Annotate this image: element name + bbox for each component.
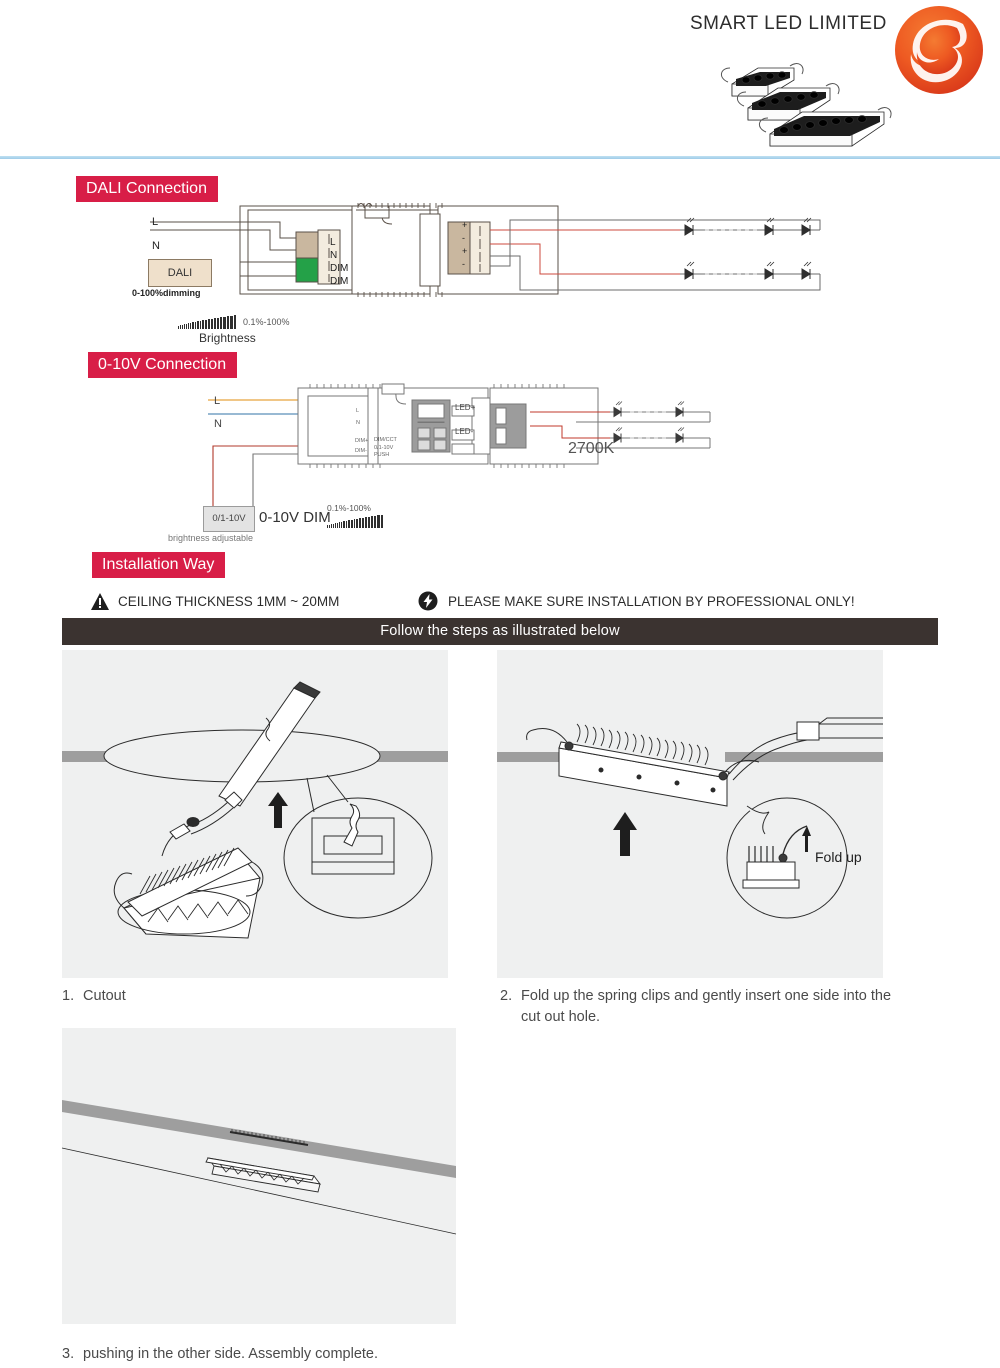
installation-way-badge: Installation Way [92,552,225,578]
header-product-image [690,42,905,147]
zero-ten-brightness-gradient [327,513,384,528]
zero-ten-brightness-range: 0.1%-100% [327,503,371,513]
dali-live-label: L [152,216,159,228]
step-3-number: 3. [62,1346,75,1362]
zero-ten-fine-print-2: 0/1-10V [374,445,394,451]
header-divider [0,156,1000,159]
dali-terminal-label-dim2: DIM [330,276,349,287]
zero-ten-dim-box-label: 0/1-10V [212,513,246,524]
step-2-text: Fold up the spring clips and gently insert one side into the cut out hole. [521,988,892,1025]
zero-ten-live-label: L [214,395,221,407]
ceiling-thickness-note: CEILING THICKNESS 1MM ~ 20MM [118,594,340,609]
dali-dimming-caption: 0-100%dimming [132,288,201,298]
professional-install-note: PLEASE MAKE SURE INSTALLATION BY PROFESSIONAL ONLY! [448,594,855,609]
dali-terminal-label-l: L [330,237,336,248]
dali-output-plus-1: + [462,220,468,230]
dali-control-box-label: DALI [167,267,193,279]
zero-ten-output-led-minus: LED- [455,427,474,436]
dali-terminal-label-n: N [330,250,338,261]
zero-ten-cct-label: 2700K [568,440,615,457]
lightning-bolt-icon [418,591,438,611]
zero-ten-dim-box-caption: brightness adjustable [168,533,254,543]
dali-connection-badge: DALI Connection [76,176,218,202]
zero-ten-fine-print-1: DIM/CCT [374,437,397,443]
zero-ten-driver-mark-l: L [356,408,360,414]
dali-terminal-label-dim1: DIM [330,263,349,274]
step-3-caption [62,1344,562,1365]
zero-ten-fine-print-3: PUSH [374,452,390,458]
zero-ten-neutral-label: N [214,418,222,430]
zero-ten-output-led-plus: LED+ [455,403,476,412]
dali-neutral-label: N [152,240,160,252]
smart-led-swirl-logo-icon [893,4,985,96]
step-2-illustration [497,650,883,978]
step-3-illustration [62,1028,456,1324]
zero-ten-dim-box [203,506,255,532]
warning-triangle-icon [90,592,110,612]
step-3-text: pushing in the other side. Assembly complete. [83,1346,379,1362]
zero-ten-driver-mark-n: N [356,420,360,426]
step-1-text: Cutout [83,988,126,1004]
dali-output-minus-1: - [462,233,465,243]
dali-output-minus-2: - [462,259,465,269]
step-1-illustration [62,650,448,978]
steps-instruction-bar: Follow the steps as illustrated below [62,618,938,645]
step-2-number: 2. [500,988,513,1004]
dali-output-plus-2: + [462,246,468,256]
zero-ten-driver-mark-dim-minus: DIM- [355,448,367,454]
zero-ten-dim-title: 0-10V DIM [259,509,331,526]
dali-brightness-label: Brightness [199,331,256,345]
step-2-caption [500,986,900,1028]
fold-up-callout-label: Fold up [815,849,862,865]
dali-wiring-diagram [120,200,860,310]
step-1-caption [62,986,442,1007]
dali-brightness-range: 0.1%-100% [243,317,290,327]
zero-ten-connection-badge: 0-10V Connection [88,352,237,378]
step-1-number: 1. [62,988,75,1004]
dali-control-box [148,259,212,287]
zero-ten-driver-mark-dim-plus: DIM+ [355,438,369,444]
dali-brightness-gradient [178,314,237,329]
brand-title: SMART LED LIMITED [690,13,887,34]
page-header [0,0,1000,152]
